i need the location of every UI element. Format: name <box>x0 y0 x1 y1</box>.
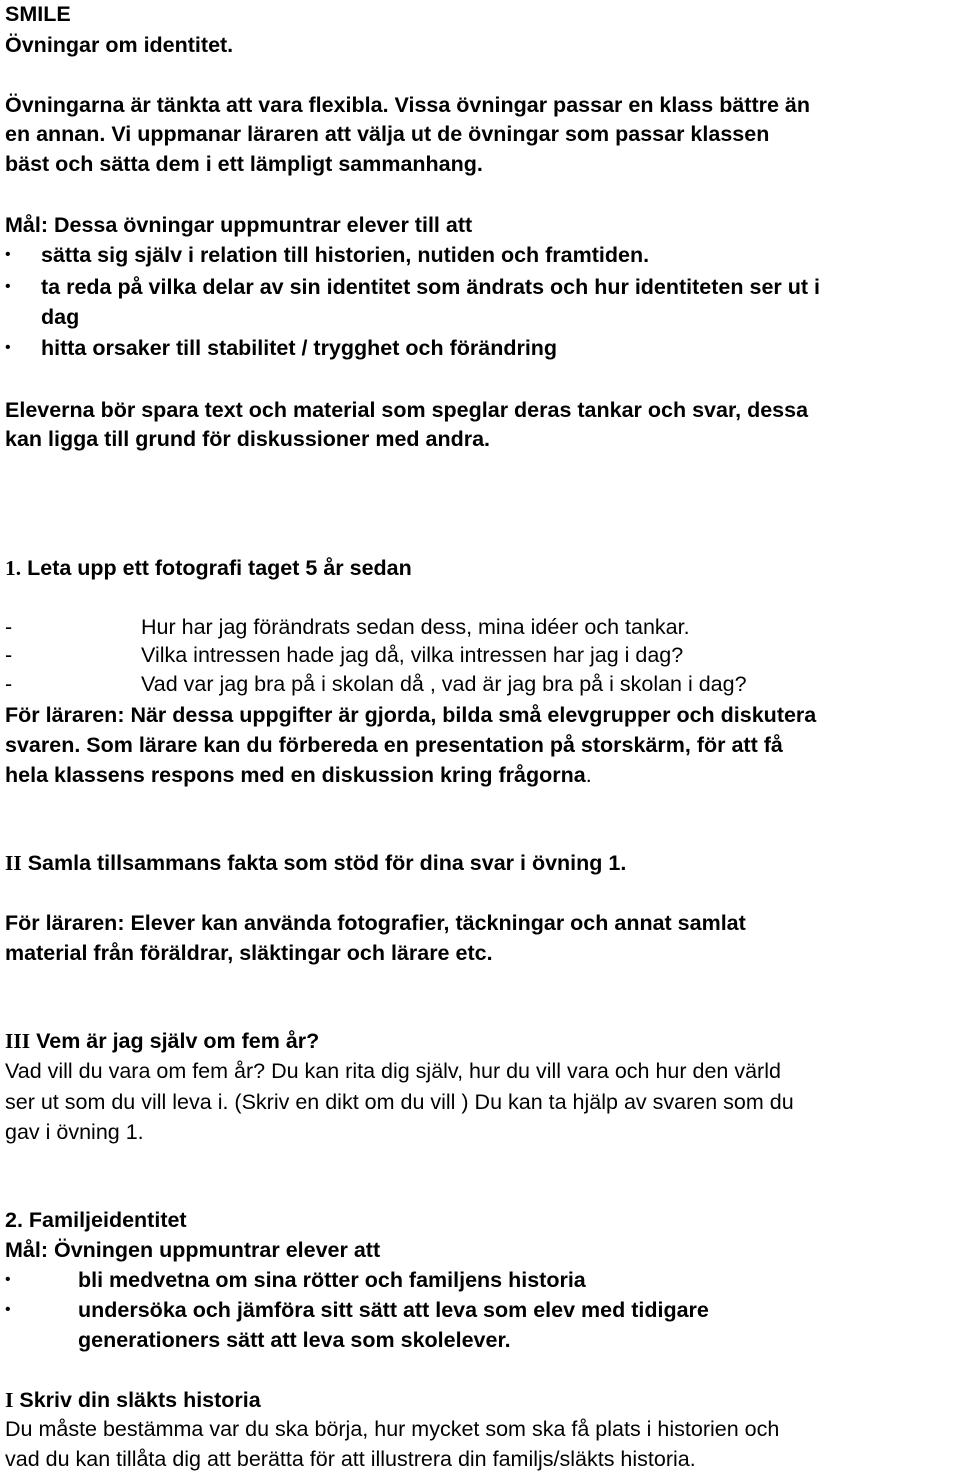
teacher-note-end: . <box>585 763 592 787</box>
teacher-note-line <box>5 760 592 790</box>
teacher-note-line: svaren. Som lärare kan du förbereda en presentation på storskärm, för att få <box>5 733 783 757</box>
part-2-heading <box>5 848 626 878</box>
roman-numeral: II <box>5 851 22 875</box>
part-3-text-line: gav i övning 1. <box>5 1120 144 1144</box>
roman-numeral: I <box>5 1388 14 1412</box>
section-2-item: bli medvetna om sina rötter och familjens historia <box>78 1268 586 1292</box>
family-part-1-title: Skriv din släkts historia <box>13 1388 261 1412</box>
goal-item: sätta sig själv i relation till historien, nutiden och framtiden. <box>41 243 650 267</box>
save-note-line: kan ligga till grund för diskussioner med andra. <box>5 427 491 451</box>
section-2-item: undersöka och jämföra sitt sätt att leva som elev med tidigare <box>78 1298 709 1322</box>
goal-item: ta reda på vilka delar av sin identitet som ändrats och hur identiteten ser ut i <box>41 275 820 299</box>
save-note-line: Eleverna bör spara text och material som speglar deras tankar och svar, dessa <box>5 398 809 422</box>
document-subtitle: Övningar om identitet. <box>5 33 234 57</box>
question-text: Vilka intressen hade jag då, vilka intressen har jag i dag? <box>141 643 684 667</box>
bullet-icon: • <box>5 278 11 295</box>
part-2-title: Samla tillsammans fakta som stöd för dina svar i övning 1. <box>21 851 627 875</box>
dash-marker: - <box>5 643 13 667</box>
goals-heading: Mål: Dessa övningar uppmuntrar elever till att <box>5 213 473 237</box>
document-title: SMILE <box>5 2 71 26</box>
exercise-number: 1. <box>5 556 22 580</box>
intro-line: Övningarna är tänkta att vara flexibla. Vissa övningar passar en klass bättre än <box>5 93 811 117</box>
bullet-icon: • <box>5 1271 11 1288</box>
bullet-icon: • <box>5 246 11 263</box>
intro-line: en annan. Vi uppmanar läraren att välja ut de övningar som passar klassen <box>5 122 770 146</box>
family-part-1-text-line: vad du kan tillåta dig att berätta för att illustrera din familjs/släkts historia. <box>5 1447 696 1471</box>
goal-item-continued: dag <box>41 305 80 329</box>
exercise-1-heading <box>5 553 412 583</box>
dash-marker: - <box>5 615 13 639</box>
teacher-note-line: För läraren: När dessa uppgifter är gjorda, bilda små elevgrupper och diskutera <box>5 703 817 727</box>
part-3-text-line: Vad vill du vara om fem år? Du kan rita dig själv, hur du vill vara och hur den värld <box>5 1059 781 1083</box>
part-3-heading <box>5 1026 319 1056</box>
teacher-note-line: För läraren: Elever kan använda fotografier, täckningar och annat samlat <box>5 911 746 935</box>
intro-line: bäst och sätta dem i ett lämpligt sammanhang. <box>5 152 483 176</box>
teacher-note-text: hela klassens respons med en diskussion kring frågorna <box>5 763 586 787</box>
exercise-title: Leta upp ett fotografi taget 5 år sedan <box>21 556 412 580</box>
part-3-text-line: ser ut som du vill leva i. (Skriv en dikt om du vill ) Du kan ta hjälp av svaren som du <box>5 1090 794 1114</box>
roman-numeral: III <box>5 1029 31 1053</box>
section-2-goal: Mål: Övningen uppmuntrar elever att <box>5 1238 381 1262</box>
teacher-note-line: material från föräldrar, släktingar och lärare etc. <box>5 941 493 965</box>
question-text: Hur har jag förändrats sedan dess, mina idéer och tankar. <box>141 615 690 639</box>
section-2-item-continued: generationers sätt att leva som skolelever. <box>78 1328 511 1352</box>
section-2-heading: 2. Familjeidentitet <box>5 1208 187 1232</box>
dash-marker: - <box>5 672 13 696</box>
goal-item: hitta orsaker till stabilitet / trygghet och förändring <box>41 336 558 360</box>
bullet-icon: • <box>5 339 11 356</box>
family-part-1-text-line: Du måste bestämma var du ska börja, hur mycket som ska få plats i historien och <box>5 1417 780 1441</box>
question-text: Vad var jag bra på i skolan då , vad är jag bra på i skolan i dag? <box>141 672 747 696</box>
bullet-icon: • <box>5 1301 11 1318</box>
family-part-1-heading <box>5 1385 261 1415</box>
part-3-title: Vem är jag själv om fem år? <box>30 1029 320 1053</box>
